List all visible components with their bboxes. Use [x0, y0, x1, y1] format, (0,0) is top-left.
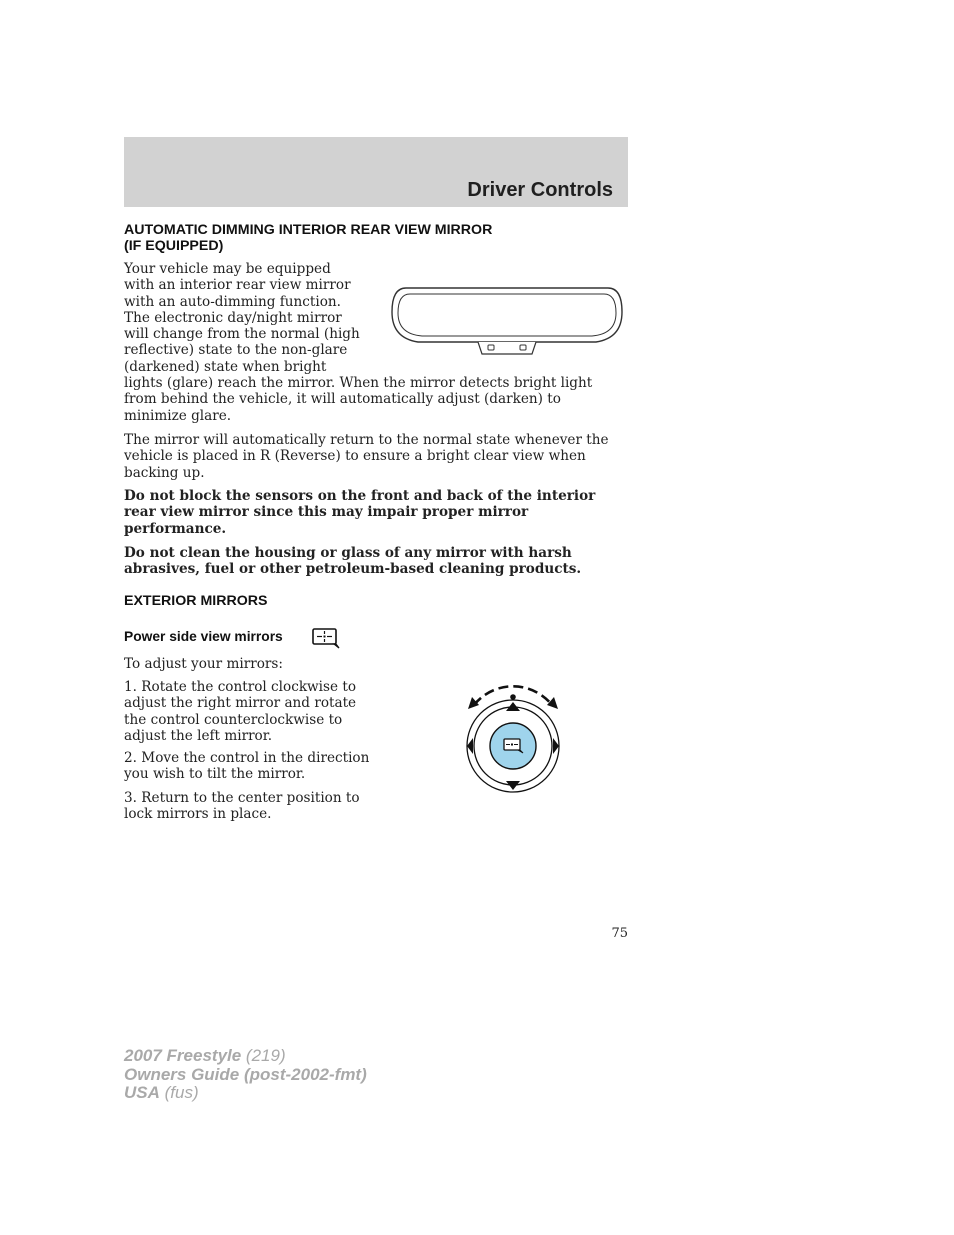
section-heading-exterior-mirrors: EXTERIOR MIRRORS — [124, 593, 268, 609]
instructions-intro: To adjust your mirrors: — [124, 656, 283, 672]
warning-cleaning: Do not clean the housing or glass of any mirror with harsh abrasives, fuel or other petroleum-based cleaning products. — [124, 545, 582, 578]
footer-line-1: 2007 Freestyle (219) — [124, 1046, 286, 1065]
section-heading-auto-dimming-mirror — [124, 222, 624, 254]
footer-doc-info — [124, 1047, 367, 1103]
footer-line-2: Owners Guide (post-2002-fmt) — [124, 1064, 367, 1084]
heading-line-1: AUTOMATIC DIMMING INTERIOR REAR VIEW MIRROR — [124, 222, 493, 238]
step-3: 3. Return to the center position to lock mirrors in place. — [124, 790, 360, 823]
step-2: 2. Move the control in the direction you wish to tilt the mirror. — [124, 750, 370, 783]
paragraph-reverse-state: The mirror will automatically return to the normal state whenever the vehicle is placed in R (Reverse) to ensure a bright clear view when backing up. — [124, 432, 609, 481]
heading-line-2: (IF EQUIPPED) — [124, 238, 224, 254]
page-title: Driver Controls — [467, 179, 613, 201]
paragraph-auto-dimming-text: Your vehicle may be equipped with an interior rear view mirror with an auto-dimming function. The electronic day/night mirror will change from the normal (high reflective) state to the non-glare (darkened) state when bright lights (glare) reach the mirror. When the mirror detects bright light from behind the vehicle, it will automatically adjust (darken) to minimize glare. — [124, 261, 593, 424]
warning-sensors: Do not block the sensors on the front and back of the interior rear view mirror since this may impair proper mirror performance. — [124, 488, 596, 537]
rear-view-mirror-illustration — [390, 284, 624, 358]
step-1: 1. Rotate the control clockwise to adjust the right mirror and rotate the control counterclockwise to adjust the left mirror. — [124, 679, 357, 744]
header-band — [124, 137, 628, 207]
page-number: 75 — [611, 926, 628, 941]
mirror-adjust-icon — [311, 627, 341, 651]
subheading-power-side-mirrors: Power side view mirrors — [124, 629, 283, 644]
footer-line-3: USA (fus) — [124, 1083, 199, 1102]
mirror-control-knob-illustration — [460, 683, 566, 795]
